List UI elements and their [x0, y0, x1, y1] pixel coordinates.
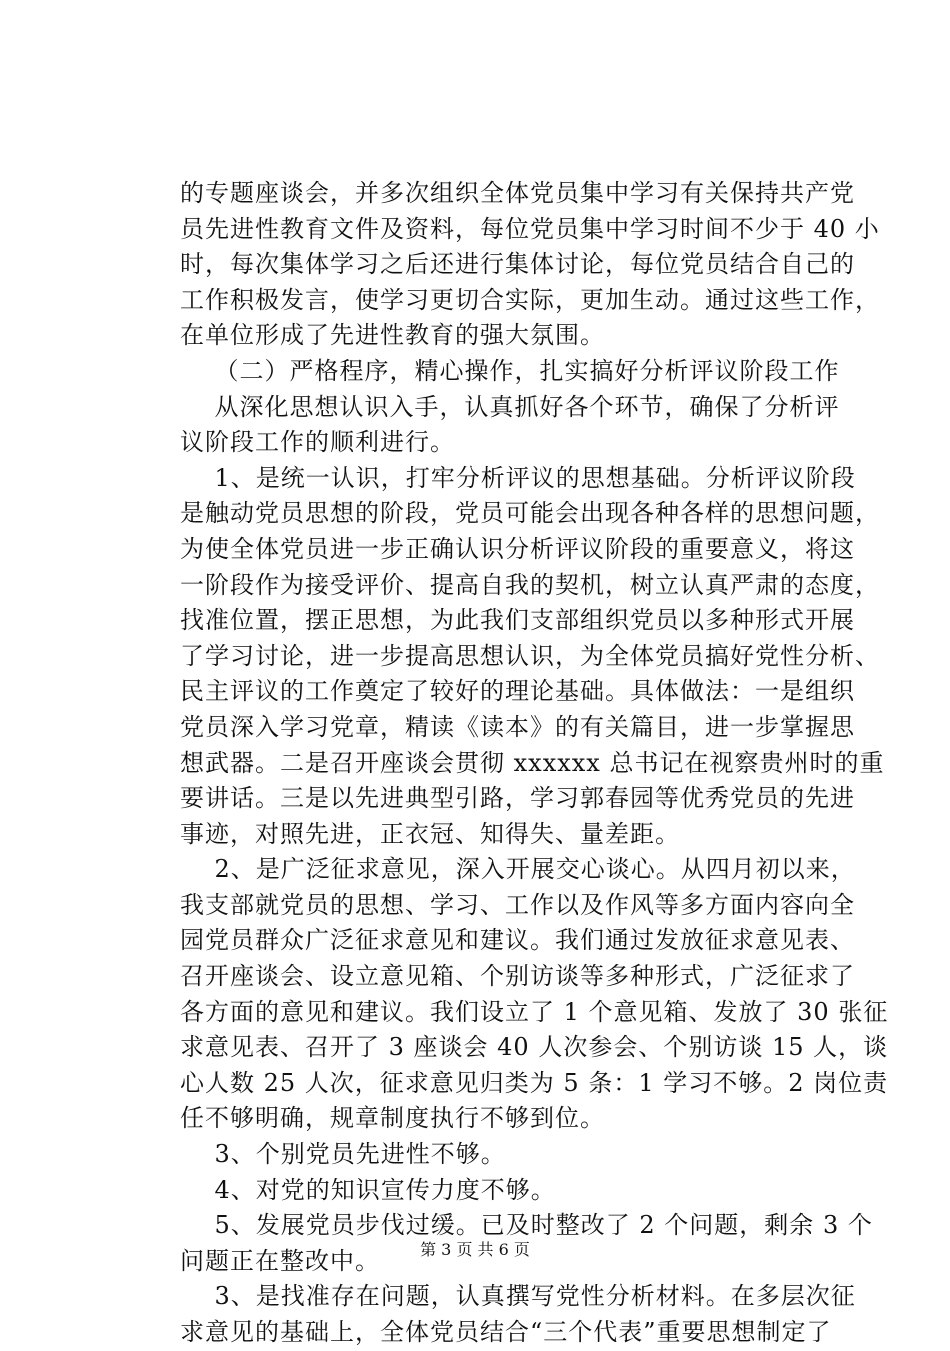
- text-line: 3、是找准存在问题，认真撰写党性分析材料。在多层次征: [180, 1282, 856, 1311]
- text-line: 我支部就党员的思想、学习、工作以及作风等多方面内容向全: [180, 890, 855, 919]
- section-heading: （二）严格程序，精心操作，扎实搞好分析评议阶段工作: [180, 356, 840, 385]
- text-line: 要讲话。三是以先进典型引路，学习郭春园等优秀党员的先进: [180, 784, 855, 813]
- text-line: 事迹，对照先进，正衣冠、知得失、量差距。: [180, 819, 680, 848]
- text-line: 的专题座谈会，并多次组织全体党员集中学习有关保持共产党: [180, 179, 855, 207]
- text-line: 3、个别党员先进性不够。: [180, 1140, 506, 1169]
- text-line: 是触动党员思想的阶段，党员可能会出现各种各样的思想问题，: [180, 499, 880, 528]
- text-line: 想武器。二是召开座谈会贯彻 xxxxxx 总书记在视察贵州时的重: [180, 748, 885, 777]
- text-line: 园党员群众广泛征求意见和建议。我们通过发放征求意见表、: [180, 926, 855, 955]
- text-line: 一阶段作为接受评价、提高自我的契机，树立认真严肃的态度，: [180, 570, 880, 599]
- page-number-footer: 第 3 页 共 6 页: [420, 1240, 530, 1259]
- text-line: 时，每次集体学习之后还进行集体讨论，每位党员结合自己的: [180, 250, 855, 279]
- text-line: 1、是统一认识，打牢分析评议的思想基础。分析评议阶段: [180, 463, 856, 492]
- text-line: 了学习讨论，进一步提高思想认识，为全体党员搞好党性分析、: [180, 641, 880, 670]
- text-line: 员先进性教育文件及资料，每位党员集中学习时间不少于 40 小: [180, 214, 880, 243]
- text-line: 2、是广泛征求意见，深入开展交心谈心。从四月初以来，: [180, 855, 856, 884]
- text-line: 问题正在整改中。: [180, 1246, 380, 1275]
- text-line: 在单位形成了先进性教育的强大氛围。: [180, 321, 605, 350]
- text-line: 党员深入学习党章，精读《读本》的有关篇目，进一步掌握思: [180, 712, 855, 741]
- text-line: 4、对党的知识宣传力度不够。: [180, 1175, 556, 1204]
- text-line: 召开座谈会、设立意见箱、个别访谈等多种形式，广泛征求了: [180, 962, 855, 991]
- text-line: 任不够明确，规章制度执行不够到位。: [180, 1104, 605, 1133]
- document-body: [180, 176, 889, 1351]
- text-line: 为使全体党员进一步正确认识分析评议阶段的重要意义，将这: [180, 534, 855, 563]
- text-line: 求意见的基础上，全体党员结合“三个代表”重要思想制定了: [180, 1318, 832, 1346]
- text-line: 各方面的意见和建议。我们设立了 1 个意见箱、发放了 30 张征: [180, 997, 889, 1026]
- text-line: 5、发展党员步伐过缓。已及时整改了 2 个问题，剩余 3 个: [180, 1211, 873, 1240]
- text-line: 工作积极发言，使学习更切合实际，更加生动。通过这些工作，: [180, 285, 880, 314]
- text-line: 议阶段工作的顺利进行。: [180, 428, 455, 457]
- text-line: 从深化思想认识入手，认真抓好各个环节，确保了分析评: [180, 392, 840, 421]
- text-line: 心人数 25 人次，征求意见归类为 5 条：1 学习不够。2 岗位责: [180, 1068, 889, 1097]
- text-line: 民主评议的工作奠定了较好的理论基础。具体做法：一是组织: [180, 677, 855, 706]
- text-line: 求意见表、召开了 3 座谈会 40 人次参会、个别访谈 15 人，谈: [180, 1033, 889, 1062]
- text-line: 找准位置，摆正思想，为此我们支部组织党员以多种形式开展: [180, 606, 855, 635]
